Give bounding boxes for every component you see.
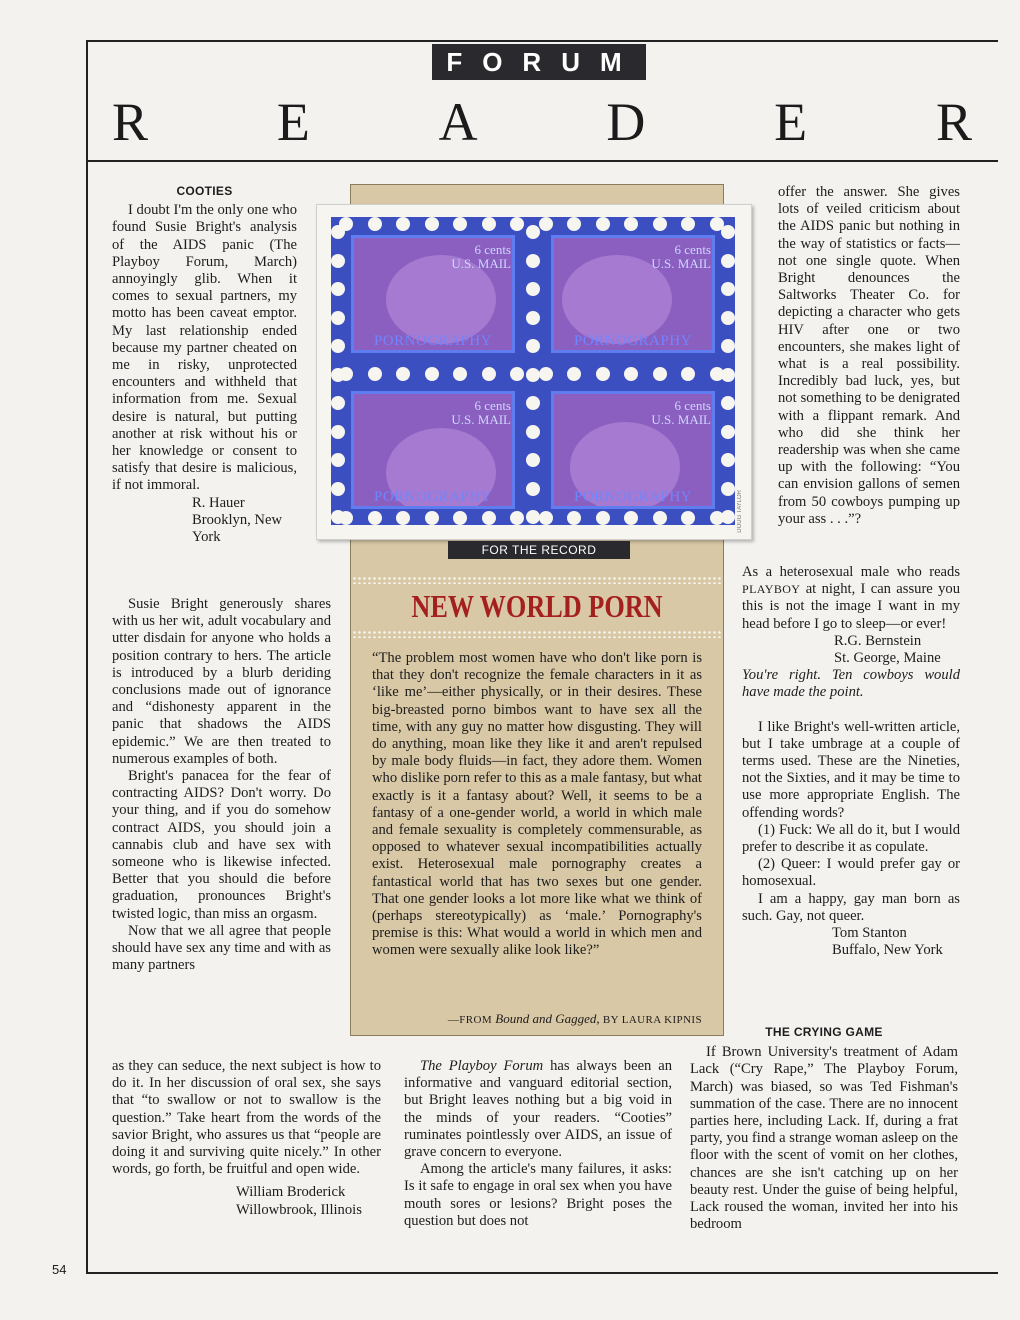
perforation-hole bbox=[425, 511, 439, 525]
perforation-hole bbox=[681, 511, 695, 525]
perforation-hole bbox=[425, 367, 439, 381]
perforation-hole bbox=[482, 217, 496, 231]
signature-name: Tom Stanton bbox=[832, 925, 907, 942]
perforation-hole bbox=[721, 311, 735, 325]
publication-name: The Playboy Forum bbox=[420, 1058, 544, 1074]
perforation-hole bbox=[721, 510, 735, 524]
editor-reply: You're right. Ten cowboys would have made the point. bbox=[742, 667, 960, 701]
reader-letter: E bbox=[276, 92, 310, 152]
header-rule bbox=[86, 160, 998, 162]
letter-bernstein-p1: offer the answer. She gives lots of veiled criticism about the AIDS panic but nothing in the way of statistics or facts—not one single quote. When Bright denounces the Saltworks Theater Co. for depicting a character who gets HIV after one or two encounters, she makes light of what is a real possibility. Incredibly bad luck, yes, but not something to be denigrated with a flippant remark. And who did she think her readership was when she came up with the following: “You can envision gallons of semen from 50 cowboys pumping up your ass . . .”? bbox=[778, 184, 960, 527]
perforation-hole bbox=[510, 367, 524, 381]
perforation-hole bbox=[526, 368, 540, 382]
stamp-label: PORNOGRAPHY bbox=[573, 489, 693, 505]
letter-text: has always been an informative and vanguard editorial section, but Bright leaves nothing but a big void in the minds of your readers. “Cooties” ruminates pointlessly over AIDS, an issue of grave concern to everyone. bbox=[404, 1058, 672, 1161]
stamp bbox=[343, 227, 523, 362]
frame-left-rule bbox=[86, 40, 88, 1272]
letter-stanton-p1: I like Bright's well-written article, but I take umbrage at a couple of terms used. These are the Nineties, not the Sixties, and it may be time to use more appropriate English. The offending words? bbox=[742, 718, 960, 821]
reader-letter: E bbox=[774, 92, 808, 152]
perforation-hole bbox=[653, 367, 667, 381]
perforation-hole bbox=[510, 511, 524, 525]
perforation-hole bbox=[453, 367, 467, 381]
perforation-hole bbox=[368, 367, 382, 381]
reader-letter: R bbox=[935, 92, 972, 152]
perforation-hole bbox=[526, 225, 540, 239]
perforation-hole bbox=[482, 511, 496, 525]
perforation-hole bbox=[721, 339, 735, 353]
perforation-hole bbox=[526, 425, 540, 439]
perforation-hole bbox=[721, 482, 735, 496]
signature-place: Willowbrook, Illinois bbox=[236, 1201, 362, 1218]
perforation-hole bbox=[331, 254, 345, 268]
footer-rule bbox=[86, 1272, 998, 1274]
perforation-hole bbox=[331, 396, 345, 410]
perforation-hole bbox=[396, 511, 410, 525]
perforation-hole bbox=[721, 254, 735, 268]
reader-letter: D bbox=[606, 92, 646, 152]
letter-stanton-p2: (1) Fuck: We all do it, but I would prefer to describe it as copulate. bbox=[742, 821, 960, 856]
source-prefix: —FROM bbox=[447, 1014, 493, 1026]
column-right-bottom bbox=[690, 1024, 958, 1233]
stamp-value: 6 cents U.S. MAIL bbox=[451, 242, 511, 271]
frame-top-rule bbox=[86, 40, 998, 42]
page-number: 54 bbox=[52, 1262, 67, 1277]
letter-broderick-p3-cont: as they can seduce, the next subject is how to do it. In her discussion of oral sex, she says that “to swallow or not to swallow is the question.” Take heart from the words of the savior Bright, who assures us that “people are doing it and surviving quite nicely.” In other words, go forth, be fruitful and open wide. bbox=[112, 1058, 381, 1178]
perforation-hole bbox=[331, 282, 345, 296]
stamp-value: 6 cents U.S. MAIL bbox=[651, 242, 711, 271]
perforation-hole bbox=[425, 217, 439, 231]
perforation-hole bbox=[526, 482, 540, 496]
signature-name: R. Hauer bbox=[192, 494, 245, 511]
perforation-hole bbox=[526, 510, 540, 524]
perforation-hole bbox=[526, 311, 540, 325]
perforation-hole bbox=[596, 217, 610, 231]
quote-text: “The problem most women have who don't like porn is that they don't recognize the female characters in it as ‘like me’—either physically, or in their desires. These big-breasted porno bimbos want to have sex all the time, with any guy no matter how disgusting. They will do anything, moan like they like it and aren't repulsed by male body fluids—in fact, they adore them. Women who dislike porn refer to this as a male fantasy, but what exactly is it a fantasy about? Well, it seems to be a fantasy of a one-gender world, a world in which male and female sexuality is completely commensurable, as opposed to whatever sexual incompatibilities actually exist. Heterosexual male pornography creates a fantastical world that has two sexes but one gender. That one gender looks a lot more like what we think of (perhaps stereotypically) as ‘male.’ Pornography's premise is this: What would a world in which men and women were sexually alike look like?” bbox=[372, 650, 702, 959]
section-heading-cooties: COOTIES bbox=[176, 184, 233, 198]
perforation-hole bbox=[721, 368, 735, 382]
letter-text: at night, I can assure you this is not the image I want in my head before I go to sleep—or ever! bbox=[742, 581, 960, 632]
perforation-hole bbox=[526, 254, 540, 268]
sidebar-title: NEW WORLD PORN bbox=[411, 588, 663, 624]
perforation-hole bbox=[596, 511, 610, 525]
letter-broderick-p3: Now that we all agree that people should have sex any time and with as many partners bbox=[112, 922, 331, 974]
dotted-rule-top bbox=[352, 576, 722, 584]
letter-broderick-p2: Bright's panacea for the fear of contracting AIDS? Don't worry. Do your thing, and if you do somehow contract AIDS, you should join a cannabis club and have sex with someone who is likewise infected. Better that you should die before graduation, pronounces Bright's twisted logic, than miss an orgasm. bbox=[112, 768, 331, 922]
perforation-hole bbox=[526, 339, 540, 353]
reader-title bbox=[112, 92, 972, 152]
perforation-hole bbox=[721, 225, 735, 239]
perforation-hole bbox=[653, 217, 667, 231]
source-author: BY LAURA KIPNIS bbox=[602, 1014, 702, 1026]
perforation-hole bbox=[624, 217, 638, 231]
stamp-value: 6 cents U.S. MAIL bbox=[451, 398, 511, 427]
perforation-hole bbox=[567, 511, 581, 525]
quote-source bbox=[372, 1011, 702, 1027]
perforation-hole bbox=[539, 511, 553, 525]
stamp-label: PORNOGRAPHY bbox=[373, 489, 493, 505]
perforation-hole bbox=[567, 217, 581, 231]
perforation-hole bbox=[721, 396, 735, 410]
perforation-hole bbox=[653, 511, 667, 525]
signature-name: William Broderick bbox=[236, 1184, 346, 1201]
column-left-middle bbox=[112, 596, 331, 974]
letter-paragraph bbox=[404, 1058, 672, 1161]
stamp bbox=[543, 383, 723, 518]
for-the-record-tag: FOR THE RECORD bbox=[448, 541, 630, 559]
photo-credit: DOUG TAYLOR bbox=[737, 490, 743, 533]
perforation-hole bbox=[331, 339, 345, 353]
perforation-hole bbox=[526, 453, 540, 467]
perforation-hole bbox=[453, 217, 467, 231]
perforation-hole bbox=[396, 217, 410, 231]
perforation-hole bbox=[482, 367, 496, 381]
column-left-top bbox=[112, 183, 297, 546]
perforation-hole bbox=[331, 368, 345, 382]
stamp-illustration bbox=[316, 204, 752, 540]
forum-banner: FORUM bbox=[432, 44, 646, 80]
perforation-hole bbox=[331, 425, 345, 439]
perforation-hole bbox=[331, 510, 345, 524]
perforation-hole bbox=[331, 453, 345, 467]
reader-letter: A bbox=[438, 92, 478, 152]
perforation-hole bbox=[539, 367, 553, 381]
perforation-hole bbox=[567, 367, 581, 381]
section-heading-crying-game: THE CRYING GAME bbox=[765, 1025, 883, 1039]
letter-broderick-p1: Susie Bright generously shares with us her wit, adult vocabulary and utter disdain for anyone who holds a position contrary to hers. The article is introduced by a blurb deriding conclusions made out of ignorance and “dishonesty apparent in the panic that shadows the AIDS epidemic.” We are then treated to numerous examples of both. bbox=[112, 596, 331, 767]
stamp bbox=[543, 227, 723, 362]
source-title: Bound and Gagged, bbox=[495, 1011, 600, 1026]
stamp bbox=[343, 383, 523, 518]
perforation-hole bbox=[331, 482, 345, 496]
letter-text: As a heterosexual male who reads bbox=[742, 564, 960, 580]
column-middle-bottom bbox=[404, 1058, 672, 1230]
perforation-hole bbox=[539, 217, 553, 231]
signature-place: Buffalo, New York bbox=[832, 942, 943, 959]
column-right-wide bbox=[742, 564, 960, 959]
signature-place: Brooklyn, New York bbox=[192, 511, 282, 546]
perforation-hole bbox=[526, 396, 540, 410]
perforation-hole bbox=[681, 217, 695, 231]
letter-hauer: I doubt I'm the only one who found Susie Bright's analysis of the AIDS panic (The Playboy Forum, March) annoyingly glib. When it comes to sexual partners, my motto has been caveat emptor. My last relationship ended because my partner cheated on me in risky, unprotected encounters and withheld that information from me. Sexual desire is natural, but putting another at risk without his or her knowledge or consent to satisfy that desire is malicious, if not immoral. bbox=[112, 202, 297, 494]
letter-stanton-p4: I am a happy, gay man born as such. Gay, not queer. bbox=[742, 890, 960, 924]
perforation-hole bbox=[624, 511, 638, 525]
perforation-hole bbox=[681, 367, 695, 381]
perforation-hole bbox=[368, 511, 382, 525]
column-left-bottom bbox=[112, 1058, 381, 1219]
stamp-value: 6 cents U.S. MAIL bbox=[651, 398, 711, 427]
perforation-hole bbox=[510, 217, 524, 231]
stamp-sheet bbox=[331, 217, 735, 525]
sidebar-quote bbox=[372, 650, 702, 960]
perforation-hole bbox=[526, 282, 540, 296]
column-right-top bbox=[778, 184, 960, 528]
perforation-hole bbox=[596, 367, 610, 381]
perforation-hole bbox=[331, 311, 345, 325]
perforation-hole bbox=[624, 367, 638, 381]
magazine-brand: PLAYBOY bbox=[742, 582, 801, 597]
signature-name: R.G. Bernstein bbox=[834, 632, 922, 649]
reader-letter: R bbox=[112, 92, 149, 152]
perforation-hole bbox=[721, 282, 735, 296]
stamp-label: PORNOGRAPHY bbox=[573, 333, 693, 349]
letter-crying-game: If Brown University's treatment of Adam Lack (“Cry Rape,” The Playboy Forum, March) was biased, so was Ted Fishman's summation of the case. There are no innocent parties here, including Lack. If, during a frat party, you find a strange woman asleep on the floor with the scent of vomit on her clothes, chances are she isn't catching up on her beauty rest. Under the guise of being helpful, Lack roused the woman, invited her into his bedroom bbox=[690, 1044, 958, 1233]
letter-paragraph: Among the article's many failures, it asks: Is it safe to engage in oral sex when you have mouth sores or lesions? Bright poses the question but does not bbox=[404, 1161, 672, 1229]
letter-stanton-p3: (2) Queer: I would prefer gay or homosexual. bbox=[742, 856, 960, 890]
letter-bernstein-p1-cont bbox=[742, 564, 960, 633]
perforation-hole bbox=[396, 367, 410, 381]
stamp-label: PORNOGRAPHY bbox=[373, 333, 493, 349]
signature-place: St. George, Maine bbox=[834, 650, 941, 667]
perforation-hole bbox=[721, 453, 735, 467]
perforation-hole bbox=[721, 425, 735, 439]
perforation-hole bbox=[453, 511, 467, 525]
dotted-rule-bottom bbox=[352, 630, 722, 638]
perforation-hole bbox=[331, 225, 345, 239]
perforation-hole bbox=[368, 217, 382, 231]
